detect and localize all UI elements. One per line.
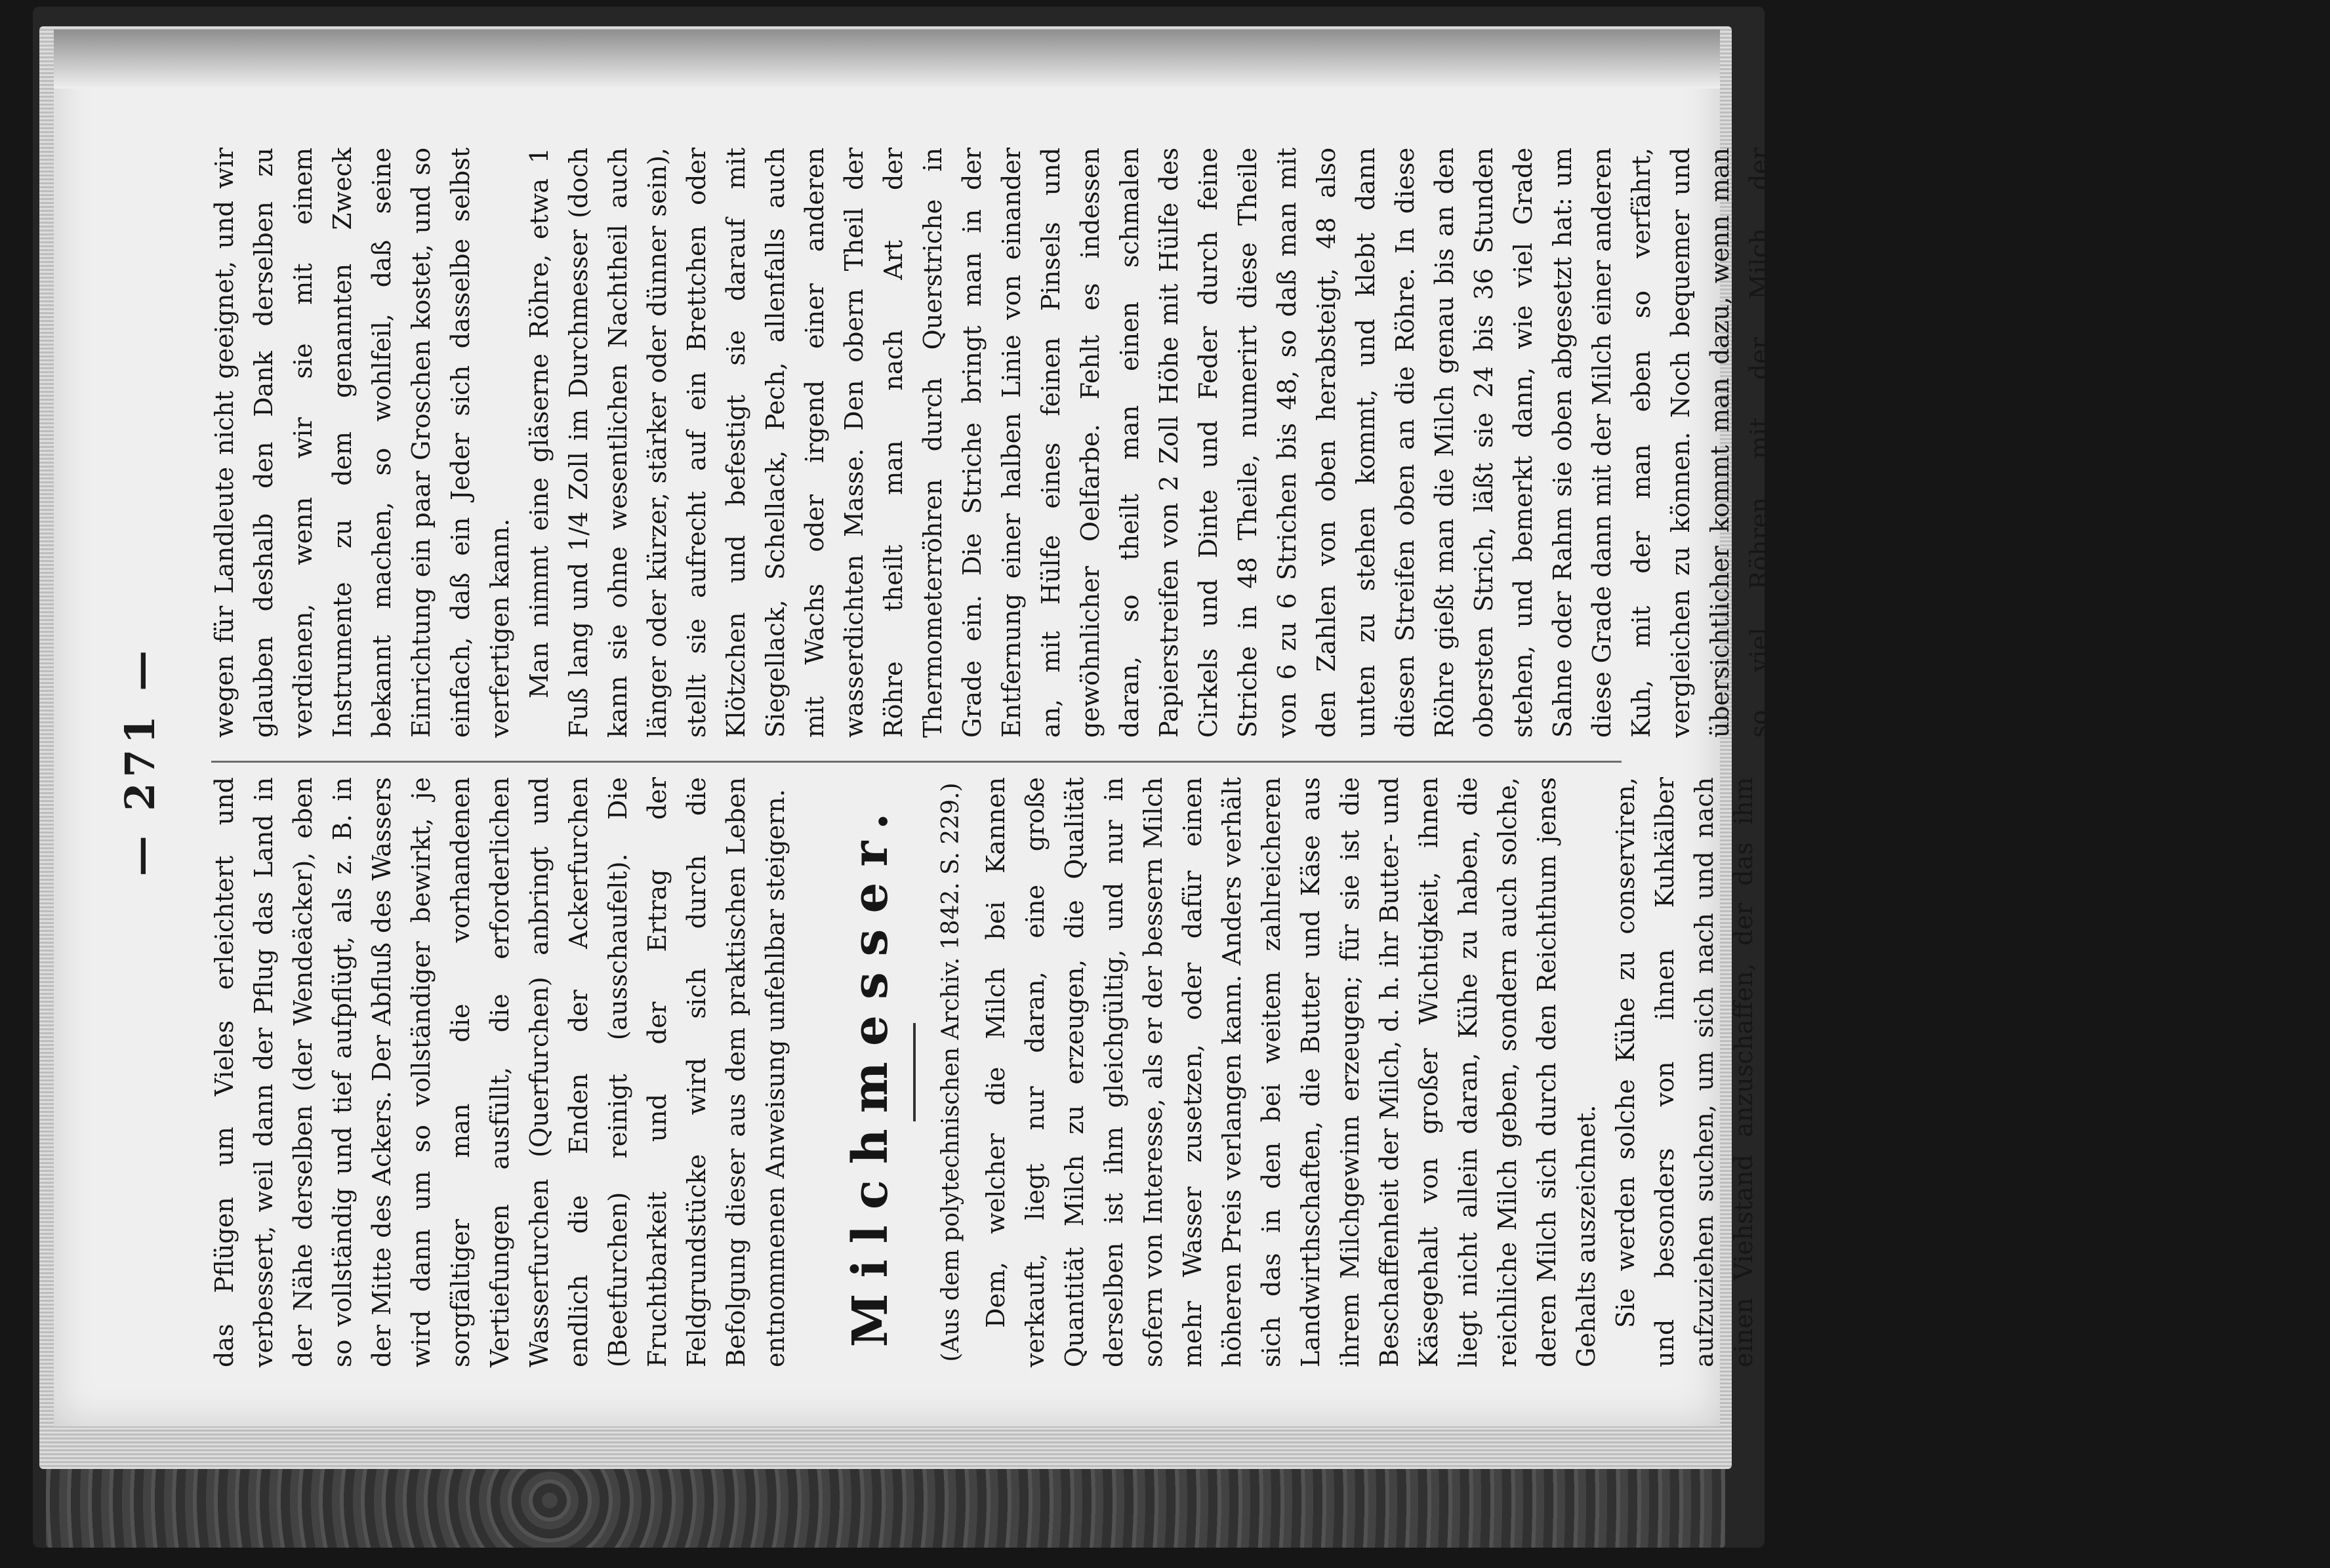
column-divider [211, 761, 1622, 763]
right-paragraph-2: Man nimmt eine gläserne Röhre, etwa 1 Fuß lang und 1/4 Zoll im Durchmesser (doch kann sie ohne wesentlichen Nachtheil auch länger oder kürzer, stärker oder dünner sein), stellt sie aufrecht auf ein Brettchen oder Klötzchen und befestigt sie darauf mit Siegellack, Schellack, Pech, allenfalls auch mit Wachs oder irgend einer anderen wasserdichten Masse. Den obern Theil der Röhre theilt man nach Art der Thermometerröhren durch Querstriche in Grade ein. Die Striche bringt man in der Entfernung einer halben Linie von einander an, mit Hülfe eines feinen Pinsels und gewöhnlicher Oelfarbe. Fehlt es indessen daran, so theilt man einen schmalen Papierstreifen von 2 Zoll Höhe mit Hülfe des Cirkels und Dinte und Feder durch feine Striche in 48 Theile, numerirt diese Theile von 6 zu 6 Strichen bis 48, so daß man mit den Zahlen von oben herabsteigt, 48 also unten zu stehen kommt, und klebt dann diesen Streifen oben an die Röhre. In diese Röhre gießt man die Milch genau bis an den obersten Strich, läßt sie 24 bis 36 Stunden stehen, und bemerkt dann, wie viel Grade Sahne oder Rahm sie oben abgesetzt hat: um diese Grade dann mit der Milch einer anderen Kuh, mit der man eben so verfährt, vergleichen zu können. Noch bequemer und übersichtlicher kommt man dazu, wenn man so viel Röhren mit der Milch der verschiedenen Kühe anfüllt, als Kühe verglichen werden sollen. Doch ist wohl darauf zu achten, daß man von jeder Kuh entweder die Morgen- oder die Abendmilch nehme, auch das ganze Gemelke einer Kuh durcheinandermenge und dann erst davon in die Röhre gieße, denn die erste Milch, die aus dem Euter kommt, enthält weniger Sahnetheile, als die später gemolkene. [525, 148, 2128, 738]
left-continued-text: das Pflügen um Vieles erleichtert und verbessert, weil dann der Pflug das Land in der Nähe derselben (der Wendeäcker), eben so vollständig und tief aufpflügt, als z. B. in der Mitte des Ackers. Der Abfluß des Wassers wird dann um so vollständiger bewirkt, je sorgfältiger man die vorhandenen Vertiefungen ausfüllt, die erforderlichen Wasserfurchen (Querfurchen) anbringt und endlich die Enden der Ackerfurchen (Beetfurchen) reinigt (ausschaufelt). Die Fruchtbarkeit und der Ertrag der Feldgrundstücke wird sich durch die Befolgung dieser aus dem praktischen Leben entnommenen Anweisung unfehlbar steigern. [210, 777, 790, 1367]
left-paragraph-2: Sie werden solche Kühe zu conserviren, und besonders von ihnen Kuhkälber aufzuziehen suchen, um sich nach und nach einen Viehstand anzuschaffen, der das ihm dargereichte Futter so hoch als möglich bezahlt macht. Nun giebt es der Lactometer (Milchmesser) oder der Instrumente zum Messen des Butter- und Käsegehalts der Milch gar mancherlei; ganz kürzlich wurde erst ein solches von dem Oberapotheker am Charité-Hospital in Paris in einer eigenen Brochüre: »Memoire sur le lait« in Vorschlag gebracht, aber alle jene Instrumente und Vorkehrungen sind ihrer Künstlichkeit und Kostbarkeit [1611, 777, 2191, 1367]
page-gutter [54, 30, 1720, 89]
rotated-page-content [54, 95, 2325, 1426]
page-number: — 271 — [116, 645, 164, 877]
left-column [205, 777, 2191, 1367]
article-source: (Aus dem polytechnischen Archiv. 1842. S. 229.) [937, 782, 964, 1362]
article-heading: Milchmesser. [842, 797, 899, 1348]
right-paragraph-1: wegen für Landleute nicht geeignet, und wir glauben deshalb den Dank derselben zu verdienen, wenn wir sie mit einem Instrumente zu dem genannten Zweck bekannt machen, so wohlfeil, daß seine Einrichtung ein paar Groschen kostet, und so einfach, daß ein Jeder sich dasselbe selbst verfertigen kann. [210, 148, 514, 738]
heading-rule [913, 1023, 916, 1121]
right-column [205, 148, 2325, 738]
left-paragraph-1: Dem, welcher die Milch bei Kannen verkauft, liegt nur daran, eine große Quantität Milch zu erzeugen, die Qualität derselben ist ihm gleichgültig, und nur in sofern von Interesse, als er der bessern Milch mehr Wasser zusetzen, oder dafür einen höheren Preis verlangen kann. Anders verhält sich das in den bei weitem zahlreicheren Landwirthschaften, die Butter und Käse aus ihrem Milchgewinn erzeugen; für sie ist die Beschaffenheit der Milch, d. h. ihr Butter- und Käsegehalt von großer Wichtigkeit, ihnen liegt nicht allein daran, Kühe zu haben, die reichliche Milch geben, sondern auch solche, deren Milch sich durch den Reichthum jenes Gehalts auszeichnet. [981, 777, 1601, 1367]
right-paragraph-3: Will man dagegen den Käsegehalt der Milch prüfen, so ist es nöthig, daß man die oben angegebenen Grade oder Striche am untern Theile der Röhre anbringe, da die Käsetheile zu Boden [2138, 148, 2325, 738]
